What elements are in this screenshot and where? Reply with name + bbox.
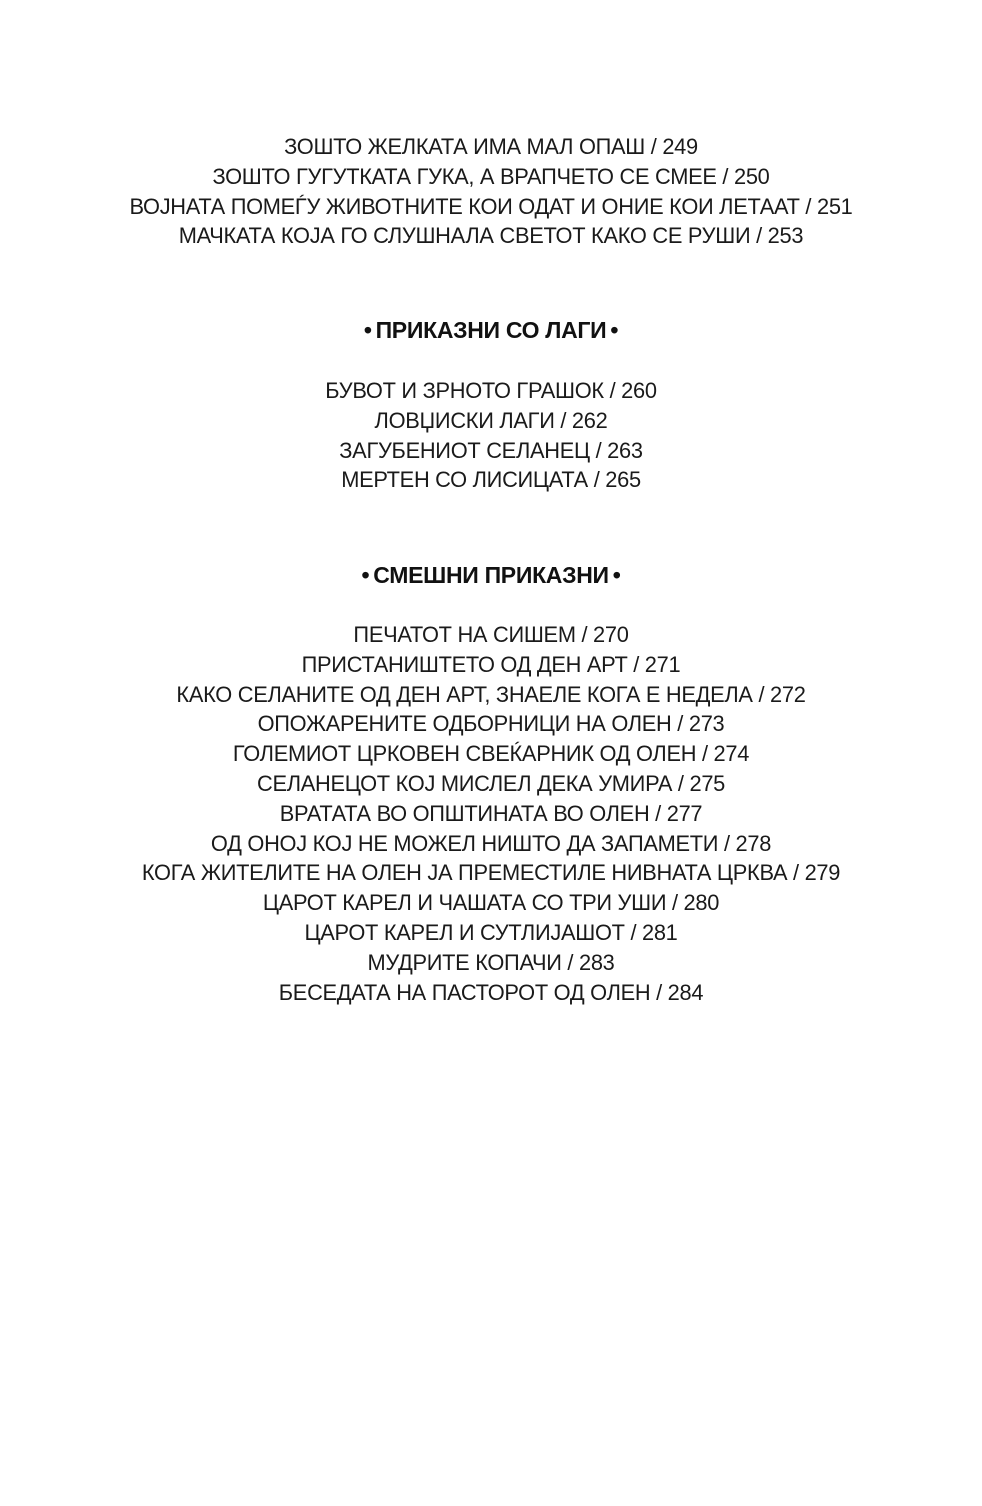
toc-entries-continued [0,132,982,251]
toc-entry: МУДРИТЕ КОПАЧИ / 283 [367,949,615,975]
toc-entry: ЗАГУБЕНИОТ СЕЛАНЕЦ / 263 [339,437,643,463]
bullet-icon: • [610,317,619,343]
section-entries-funny-tales [0,620,982,1007]
section-entries-tales-of-lies [0,376,982,495]
bullet-icon: • [363,317,372,343]
section-heading-tales-of-lies [0,315,982,345]
bullet-icon: • [361,562,370,588]
toc-entry: ГОЛЕМИОТ ЦРКОВЕН СВЕЌАРНИК ОД ОЛЕН / 274 [232,741,750,767]
toc-entry: ЦАРОТ КАРЕЛ И ЧАШАТА СО ТРИ УШИ / 280 [262,890,720,916]
toc-entry: МЕРТЕН СО ЛИСИЦАТА / 265 [341,467,641,493]
section-heading-text: СМЕШНИ ПРИКАЗНИ [373,562,609,588]
toc-entry: СЕЛАНЕЦОТ КОЈ МИСЛЕЛ ДЕКА УМИРА / 275 [256,770,726,796]
toc-entry: КОГА ЖИТЕЛИТЕ НА ОЛЕН ЈА ПРЕМЕСТИЛЕ НИВНАТА ЦРКВА / 279 [141,860,841,886]
toc-entry: ПЕЧАТОТ НА СИШЕМ / 270 [353,622,629,647]
section-heading-funny-tales [0,560,982,590]
toc-entry: ОД ОНОЈ КОЈ НЕ МОЖЕЛ НИШТО ДА ЗАПАМЕТИ / 278 [210,830,772,856]
toc-entry: КАКО СЕЛАНИТЕ ОД ДЕН АРТ, ЗНАЕЛЕ КОГА Е НЕДЕЛА / 272 [176,681,806,707]
toc-entry: ВРАТАТА ВО ОПШТИНАТА ВО ОЛЕН / 277 [279,800,703,826]
section-heading [0,315,982,345]
toc-entry: ВОЈНАТА ПОМЕЃУ ЖИВОТНИТЕ КОИ ОДАТ И ОНИЕ КОИ ЛЕТААТ / 251 [129,193,853,219]
toc-entry: ЦАРОТ КАРЕЛ И СУТЛИЈАШОТ / 281 [304,919,678,945]
section-heading [0,560,982,590]
section-heading-text: ПРИКАЗНИ СО ЛАГИ [375,317,607,343]
bullet-icon: • [612,562,621,588]
toc-entry: МАЧКАТА КОЈА ГО СЛУШНАЛА СВЕТОТ КАКО СЕ РУШИ / 253 [178,223,804,249]
toc-entry: ПРИСТАНИШТЕТО ОД ДЕН АРТ / 271 [301,651,681,677]
toc-entry: БУВОТ И ЗРНОТО ГРАШОК / 260 [325,378,657,403]
toc-entry: ЗОШТО ЖЕЛКАТА ИМА МАЛ ОПАШ / 249 [284,134,698,159]
toc-entry: БЕСЕДАТА НА ПАСТОРОТ ОД ОЛЕН / 284 [278,979,704,1005]
toc-entry: ОПОЖАРЕНИТЕ ОДБОРНИЦИ НА ОЛЕН / 273 [257,711,725,737]
toc-entry: ЛОВЏИСКИ ЛАГИ / 262 [374,407,608,433]
toc-entry: ЗОШТО ГУГУТКАТА ГУКА, А ВРАПЧЕТО СЕ СМЕЕ / 250 [212,163,770,189]
